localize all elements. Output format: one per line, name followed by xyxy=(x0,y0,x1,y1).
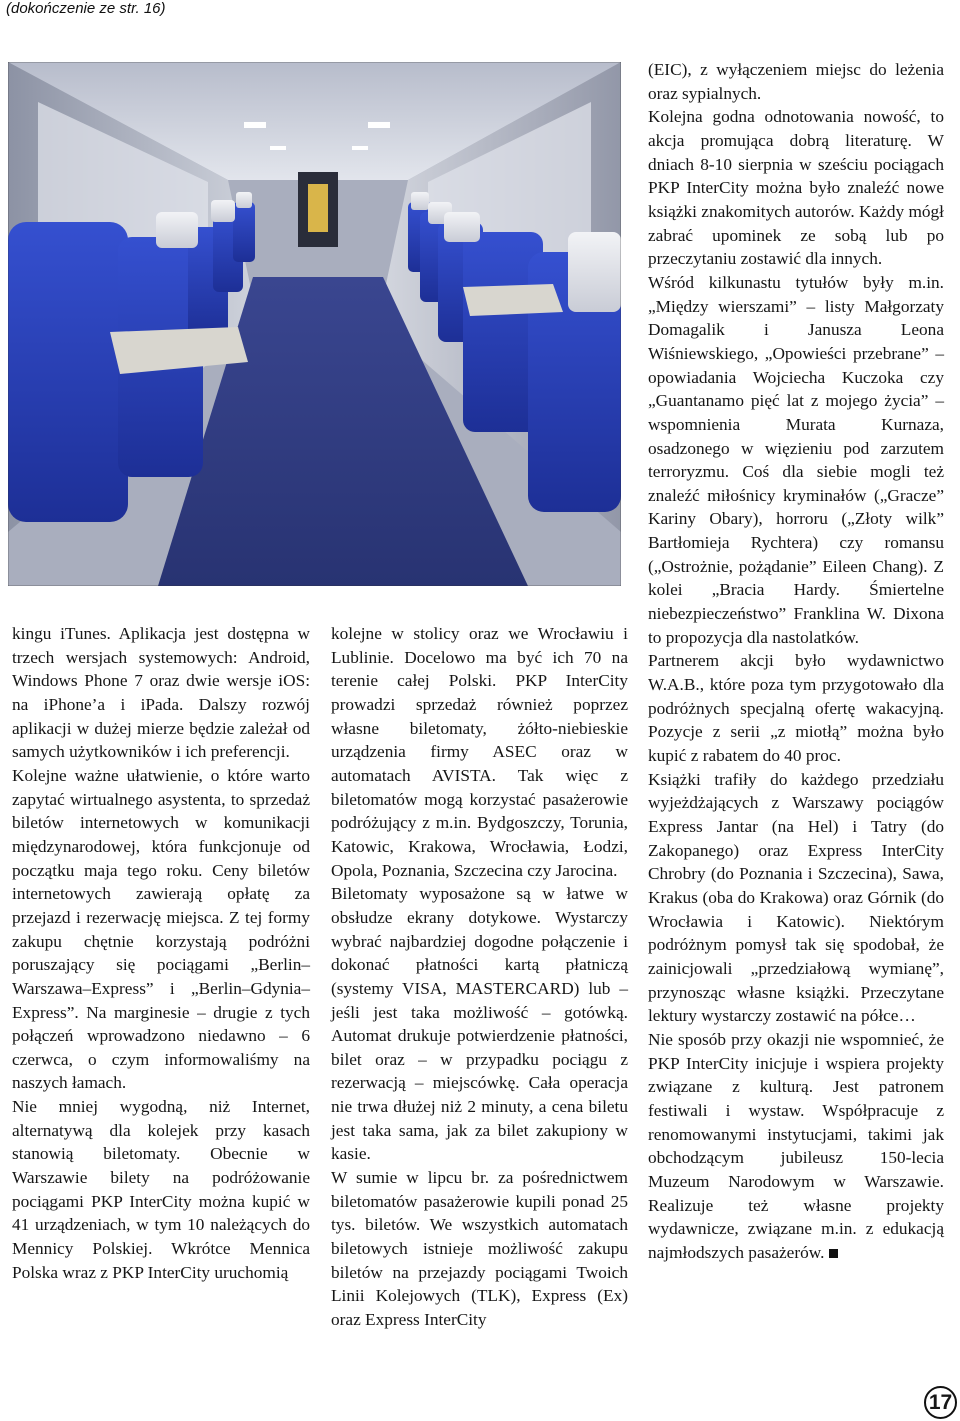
train-interior-photo xyxy=(8,62,621,586)
paragraph: (EIC), z wyłączeniem miejsc do leżenia oraz sypialnych. xyxy=(648,60,944,103)
article-column-1 xyxy=(12,622,310,1284)
continuation-note: (dokończenie ze str. 16) xyxy=(6,0,166,17)
article-column-2 xyxy=(331,622,628,1332)
paragraph: Kolejne ważne ułatwienie, o które warto zapytać wirtualnego asystenta, to sprzedaż biletów internetowych w komunikacji międzynarodowej, która funkcjonuje od początku maja tego roku. Ceny biletów internetowych zawierają opłatę za przejazd i rezerwację miejsca. Z tej formy zakupu chętnie korzystają podróżni poruszający się pociągami „Berlin–Warszawa–Express” i „Berlin–Gdynia–Express”. Na marginesie – drugie z tych połączeń wprowadzono niedawno – 6 czerwca, o czym informowaliśmy na naszych łamach. xyxy=(12,765,310,1093)
paragraph: W sumie w lipcu br. za pośrednictwem biletomatów pasażerowie kupili ponad 25 tys. biletów. We wszystkich automatach biletowych istnieje możliwość zakupu biletów na przejazdy pociągami Twoich Linii Kolejowych (TLK), Express (Ex) oraz Express InterCity xyxy=(331,1168,628,1330)
end-of-article-mark xyxy=(829,1249,838,1258)
paragraph-last xyxy=(648,1028,944,1265)
paragraph: kingu iTunes. Aplikacja jest dostępna w trzech wersjach systemowych: Android, Windows Phone 7 oraz dwie wersje iOS: na iPhone’a i iPada. Dalszy rozwój aplikacji w dużej mierze będzie zależał od samych użytkowników i ich preferencji. xyxy=(12,624,310,762)
paragraph: Biletomaty wyposażone są w łatwe w obsłudze ekrany dotykowe. Wystarczy wybrać najbardziej dogodne połączenie i dokonać płatności kartą płatniczą (systemy VISA, MASTERCARD) lub – jeśli jest taka możliwość – gotówką. Automat drukuje potwierdzenie płatności, bilet oraz – w przypadku pociągu z rezerwacją – miejscówkę. Cała operacja nie trwa dłużej niż 2 minuty, a cena biletu jest taka sama, jak za bilet zakupiony w kasie. xyxy=(331,884,628,1164)
paragraph: Książki trafiły do każdego przedziału wyjeżdżających z Warszawy pociągów Express Jantar (na Hel) i Tatry (do Zakopanego) oraz Express InterCity Chrobry (do Poznania i Szczecina), Sawa, Krakus (oba do Krakowa) oraz Górnik (do Wrocławia i Katowic). Niektórym podróżnym pomysł tak się spodobał, że zainicjowali „przedziałową wymianę”, przynosząc własne książki. Przeczytane lektury wystarczy zostawić na półce… xyxy=(648,769,944,1026)
paragraph: Wśród kilkunastu tytułów były m.in. „Między wierszami” – listy Małgorzaty Domagalik i Janusza Leona Wiśniewskiego, „Opowieści przebrane” – opowiadania Wojciecha Kuczoka czy „Guantanamo pięć lat z mojego życia” – wspomnienia Murata Kurnaza, osadzonego w więzieniu pod zarzutem terroryzmu. Coś dla siebie mogli też znaleźć miłośnicy kryminałów („Gracze” Kariny Obary), horroru („Złoty wilk” Bartłomieja Rychtera) czy romansu („Ostrożnie, pożądanie” Eileen Chang). Z kolei „Bracia Hardy. Śmiertelne niebezpieczeństwo” Franklina W. Dixona to propozycja dla nastolatków. xyxy=(648,272,944,647)
paragraph: kolejne w stolicy oraz we Wrocławiu i Lublinie. Docelowo ma być ich 70 na terenie całej Polski. PKP InterCity prowadzi sprzedaż również poprzez własne biletomaty, żółto-niebieskie urządzenia firmy ASEC oraz w automatach AVISTA. Tak więc z biletomatów mogą korzystać pasażerowie podróżujący z m.in. Bydgoszczy, Torunia, Katowic, Krakowa, Wrocławia, Łodzi, Opola, Poznania, Szczecina czy Jarocina. xyxy=(331,624,628,880)
page-number: 17 xyxy=(924,1386,957,1419)
article-column-3 xyxy=(648,58,944,1264)
paragraph: Nie mniej wygodną, niż Internet, alternatywą dla kolejek przy kasach stanowią biletomaty. Obecnie w Warszawie bilety na podróżowanie pociągami PKP InterCity można kupić w 41 urządzeniach, w tym 10 należących do Mennicy Polskiej. Wkrótce Mennica Polska wraz z PKP InterCity uruchomią xyxy=(12,1097,310,1282)
paragraph: Kolejna godna odnotowania nowość, to akcja promująca dobrą literaturę. W dniach 8-10 sierpnia w sześciu pociągach PKP InterCity można było znaleźć nowe książki znakomitych autorów. Każdy mógł zabrać upominek ze sobą lub po przeczytaniu zostawić dla innych. xyxy=(648,107,944,269)
paragraph-text: Nie sposób przy okazji nie wspomnieć, że PKP InterCity inicjuje i wspiera projekty związane z kulturą. Jest patronem festiwali i wystaw. Współpracuje z renomowanymi instytucjami, takimi jak obchodzącym jubileusz 150-lecia Muzeum Narodowym w Warszawie. Realizuje też własne projekty wydawnicze, związane m.in. z edukacją najmłodszych pasażerów. xyxy=(648,1029,944,1262)
paragraph: Partnerem akcji było wydawnictwo W.A.B., które poza tym przygotowało dla podróżnych specjalną ofertę wakacyjną. Pozycje z serii „z miotłą” można było kupić z rabatem do 40 proc. xyxy=(648,651,944,766)
